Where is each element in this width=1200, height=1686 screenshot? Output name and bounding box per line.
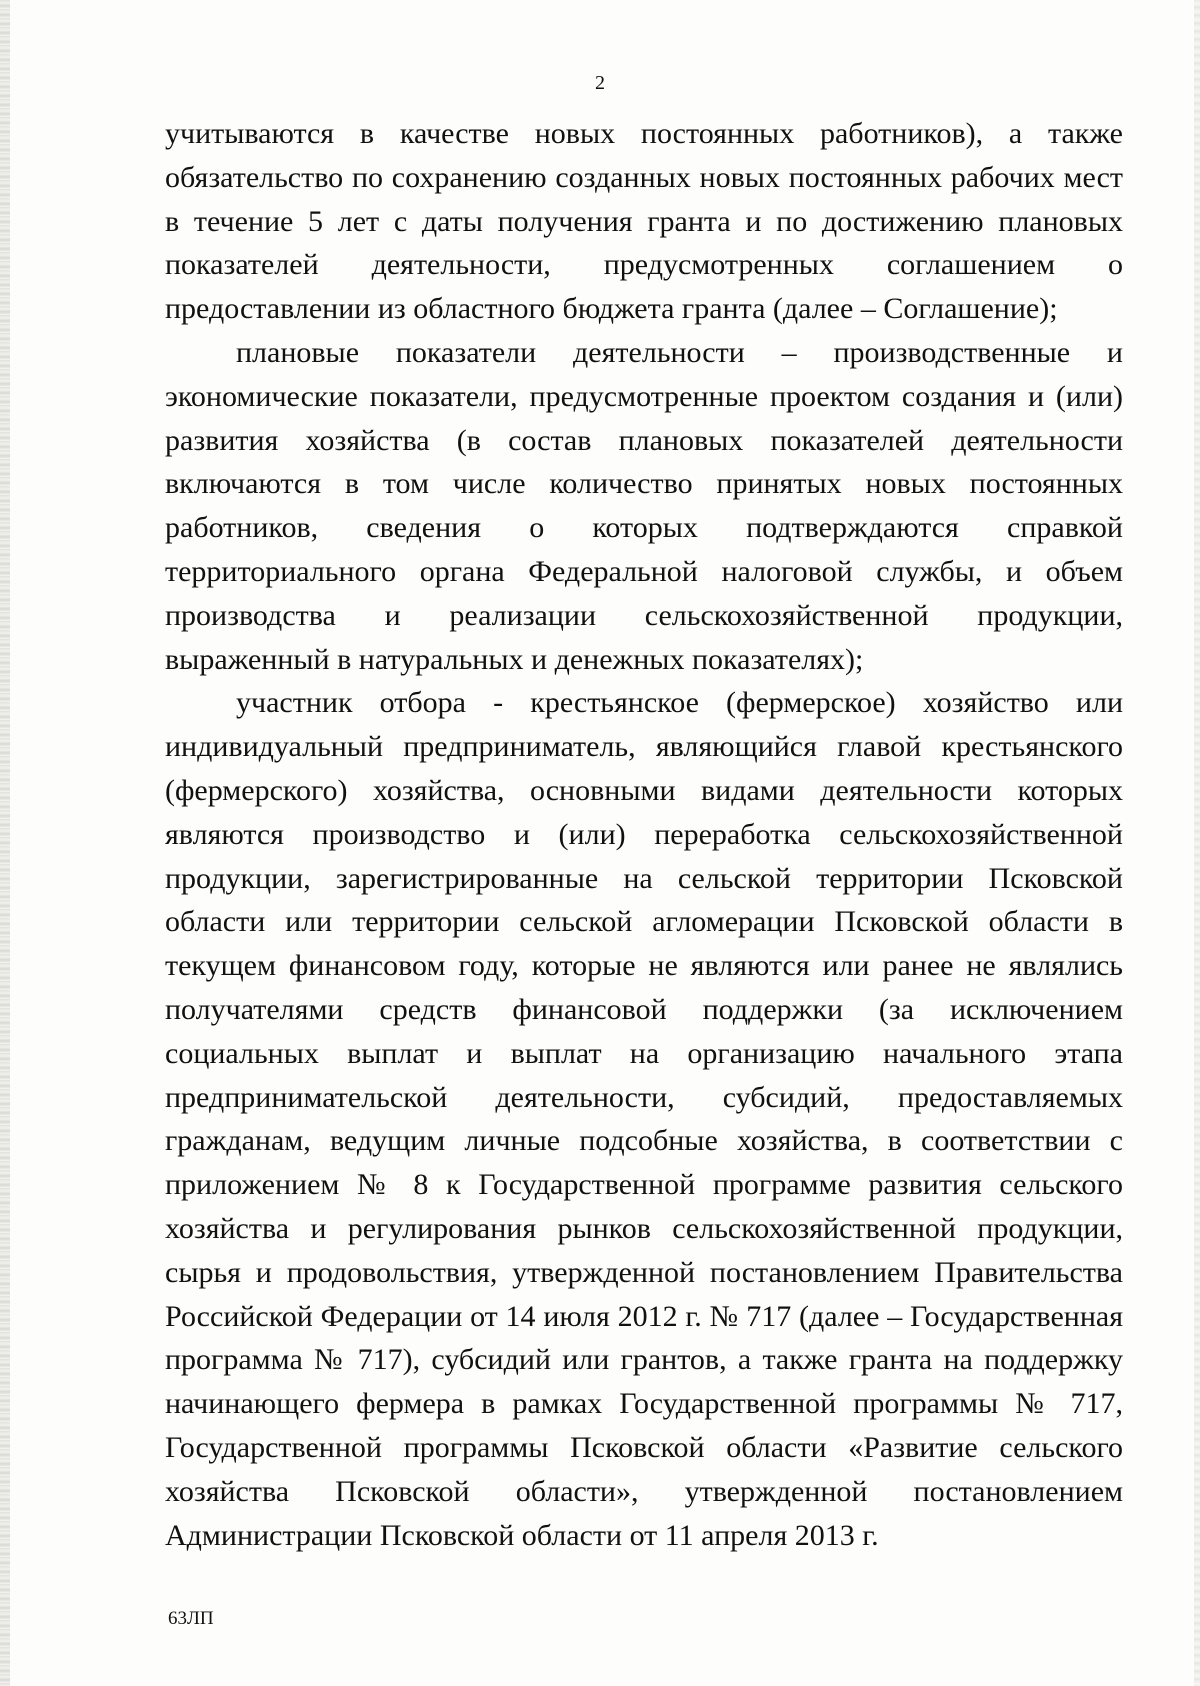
paragraph-continuation: учитываются в качестве новых постоянных работников), а также обязательство по сохранению созданных новых постоянных рабочих мест в течение 5 лет с даты получения гранта и по достижению плановых показателей деятельности, предусмотренных соглашением о предоставлении из областного бюджета гранта (далее – Соглашение);	[165, 117, 1123, 326]
scan-edge-right	[1194, 0, 1200, 1686]
document-body	[165, 112, 1123, 1557]
paragraph-selection-participant: участник отбора - крестьянское (фермерское) хозяйство или индивидуальный предприниматель, являющийся главой крестьянского (фермерского) хозяйства, основными видами деятельности которых являются производство и (или) переработка сельскохозяйственной продукции, зарегистрированные на сельской территории Псковской области или территории сельской агломерации Псковской области в текущем финансовом году, которые не являются или ранее не являлись получателями средств финансовой поддержки (за исключением социальных выплат и выплат на организацию начального этапа предпринимательской деятельности, субсидий, предоставляемых гражданам, ведущим личные подсобные хозяйства, в соответствии с приложением № 8 к Государственной программе развития сельского хозяйства и регулирования рынков сельскохозяйственной продукции, сырья и продовольствия, утвержденной постановлением Правительства Российской Федерации от 14 июля 2012 г. № 717 (далее – Государственная программа № 717), субсидий или грантов, а также гранта на поддержку начинающего фермера в рамках Государственной программы № 717, Государственной программы Псковской области «Развитие сельского хозяйства Псковской области», утвержденной постановлением Администрации Псковской области от 11 апреля 2013 г.	[165, 686, 1123, 1552]
page-number: 2	[595, 72, 605, 94]
scan-edge-left	[0, 0, 10, 1686]
paragraph-planned-indicators: плановые показатели деятельности – производственные и экономические показатели, предусмотренные проектом создания и (или) развития хозяйства (в состав плановых показателей деятельности включаются в том числе количество принятых новых постоянных работников, сведения о которых подтверждаются справкой территориального органа Федеральной налоговой службы, и объем производства и реализации сельскохозяйственной продукции, выраженный в натуральных и денежных показателях);	[165, 335, 1123, 676]
document-code: 63ЛП	[168, 1608, 214, 1629]
